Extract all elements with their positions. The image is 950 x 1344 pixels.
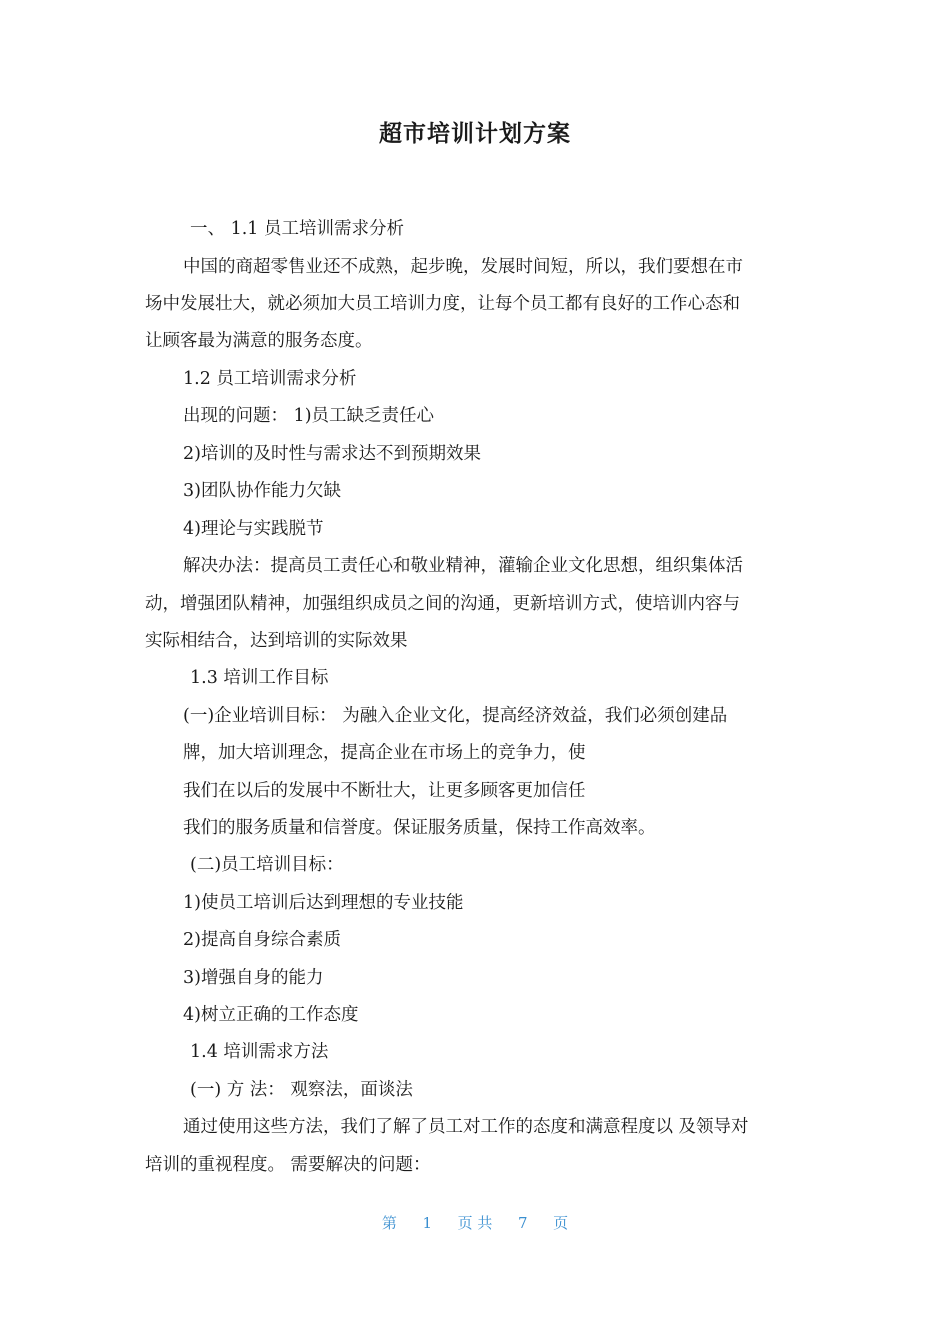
- list-item: 1)使员工培训后达到理想的专业技能: [183, 893, 464, 913]
- section-heading-1-4: 1.4 培训需求方法: [190, 1042, 329, 1062]
- footer-current-page: 1: [422, 1214, 433, 1232]
- paragraph-line: 我们在以后的发展中不断壮大，让更多顾客更加信任: [183, 781, 586, 801]
- paragraph-line: 牌，加大培训理念，提高企业在市场上的竞争力，使: [183, 743, 586, 763]
- section-heading-1-2: 1.2 员工培训需求分析: [183, 369, 357, 389]
- paragraph-line: 培训的重视程度。 需要解决的问题：: [145, 1155, 431, 1175]
- paragraph-line: 我们的服务质量和信誉度。保证服务质量，保持工作高效率。: [183, 818, 656, 838]
- footer-middle: 页 共: [457, 1214, 493, 1232]
- footer-prefix: 第: [381, 1214, 397, 1232]
- paragraph-line: 场中发展壮大，就必须加大员工培训力度，让每个员工都有良好的工作心态和: [145, 294, 740, 314]
- paragraph-line: 动，增强团队精神，加强组织成员之间的沟通，更新培训方式，使培训内容与: [145, 594, 740, 614]
- paragraph-line: 中国的商超零售业还不成熟，起步晚，发展时间短，所以，我们要想在市: [183, 257, 743, 277]
- paragraph-line: 出现的问题： 1)员工缺乏责任心: [183, 406, 435, 426]
- list-item: 3)增强自身的能力: [183, 968, 324, 988]
- paragraph-line: 通过使用这些方法，我们了解了员工对工作的态度和满意程度以 及领导对: [183, 1117, 749, 1137]
- footer-total-pages: 7: [517, 1214, 528, 1232]
- list-item: 4)树立正确的工作态度: [183, 1005, 359, 1025]
- document-title: 超市培训计划方案: [379, 121, 571, 147]
- list-item: 4)理论与实践脱节: [183, 519, 324, 539]
- footer-suffix: 页: [553, 1214, 569, 1232]
- list-item: 2)提高自身综合素质: [183, 930, 341, 950]
- list-item: 3)团队协作能力欠缺: [183, 481, 341, 501]
- page-footer: [0, 1212, 950, 1234]
- list-item: 2)培训的及时性与需求达不到预期效果: [183, 444, 481, 464]
- paragraph-line: 实际相结合，达到培训的实际效果: [145, 631, 408, 651]
- paragraph-line: 让顾客最为满意的服务态度。: [145, 331, 373, 351]
- section-heading-1-3: 1.3 培训工作目标: [190, 668, 329, 688]
- subheading: (二)员工培训目标：: [190, 855, 344, 875]
- paragraph-line: (一)企业培训目标： 为融入企业文化，提高经济效益，我们必须创建品: [183, 706, 728, 726]
- paragraph-line: 解决办法：提高员工责任心和敬业精神，灌输企业文化思想，组织集体活: [183, 556, 743, 576]
- paragraph-line: (一) 方 法： 观察法，面谈法: [190, 1080, 413, 1100]
- section-heading-1-1: 一、 1.1 员工培训需求分析: [190, 219, 404, 239]
